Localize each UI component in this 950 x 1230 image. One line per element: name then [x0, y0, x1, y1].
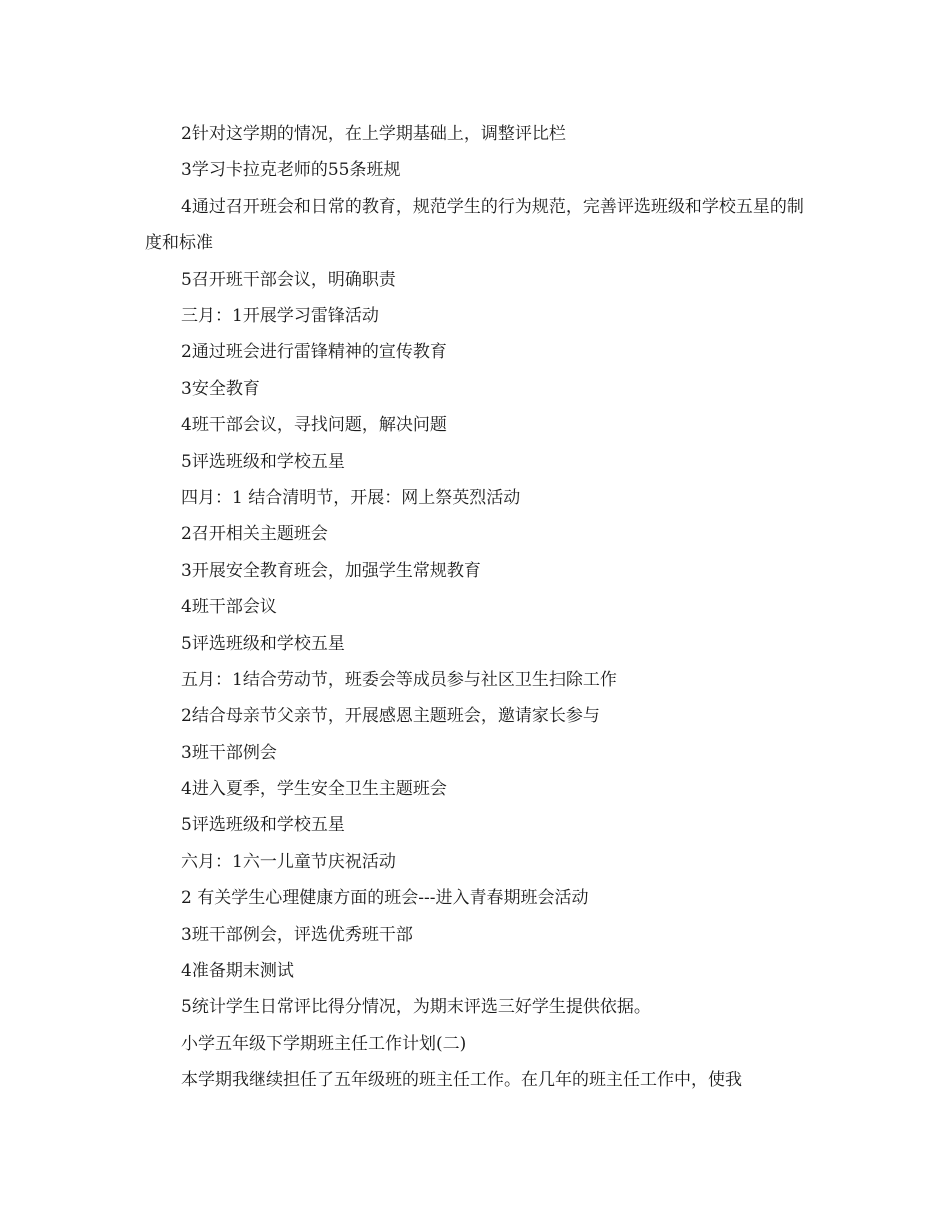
text-line: 本学期我继续担任了五年级班的班主任工作。在几年的班主任工作中，使我	[181, 1070, 742, 1091]
text-line: 3开展安全教育班会，加强学生常规教育	[181, 560, 481, 581]
text-line: 5评选班级和学校五星	[181, 815, 345, 836]
text-line: 5评选班级和学校五星	[181, 633, 345, 654]
text-line: 4班干部会议，寻找问题，解决问题	[181, 415, 447, 436]
text-line: 2 有关学生心理健康方面的班会---进入青春期班会活动	[181, 888, 589, 909]
text-line: 5评选班级和学校五星	[181, 451, 345, 472]
text-line: 5统计学生日常评比得分情况，为期末评选三好学生提供依据。	[181, 997, 651, 1018]
text-line: 4进入夏季，学生安全卫生主题班会	[181, 779, 447, 800]
section-heading: 小学五年级下学期班主任工作计划(二)	[181, 1033, 467, 1054]
text-line: 2针对这学期的情况，在上学期基础上，调整评比栏	[181, 124, 566, 144]
text-line: 3班干部例会	[181, 742, 277, 763]
text-line: 2通过班会进行雷锋精神的宣传教育	[181, 342, 447, 363]
text-line: 2结合母亲节父亲节，开展感恩主题班会，邀请家长参与	[181, 706, 600, 727]
text-line: 4班干部会议	[181, 597, 277, 618]
text-line: 3安全教育	[181, 378, 260, 399]
text-line: 六月：1六一儿童节庆祝活动	[181, 851, 396, 872]
text-line: 四月：1 结合清明节，开展：网上祭英烈活动	[181, 487, 521, 508]
text-line: 5召开班干部会议，明确职责	[181, 269, 396, 290]
text-line: 2召开相关主题班会	[181, 524, 328, 545]
text-line: 4准备期末测试	[181, 961, 294, 982]
text-line: 3学习卡拉克老师的55条班规	[181, 160, 401, 181]
document-body	[145, 116, 805, 1099]
text-line: 4通过召开班会和日常的教育，规范学生的行为规范，完善评选班级和学校五星的制度和标准	[145, 196, 804, 254]
text-line: 三月：1开展学习雷锋活动	[181, 305, 379, 326]
text-line: 3班干部例会，评选优秀班干部	[181, 924, 413, 945]
text-line: 五月：1结合劳动节，班委会等成员参与社区卫生扫除工作	[181, 669, 617, 690]
